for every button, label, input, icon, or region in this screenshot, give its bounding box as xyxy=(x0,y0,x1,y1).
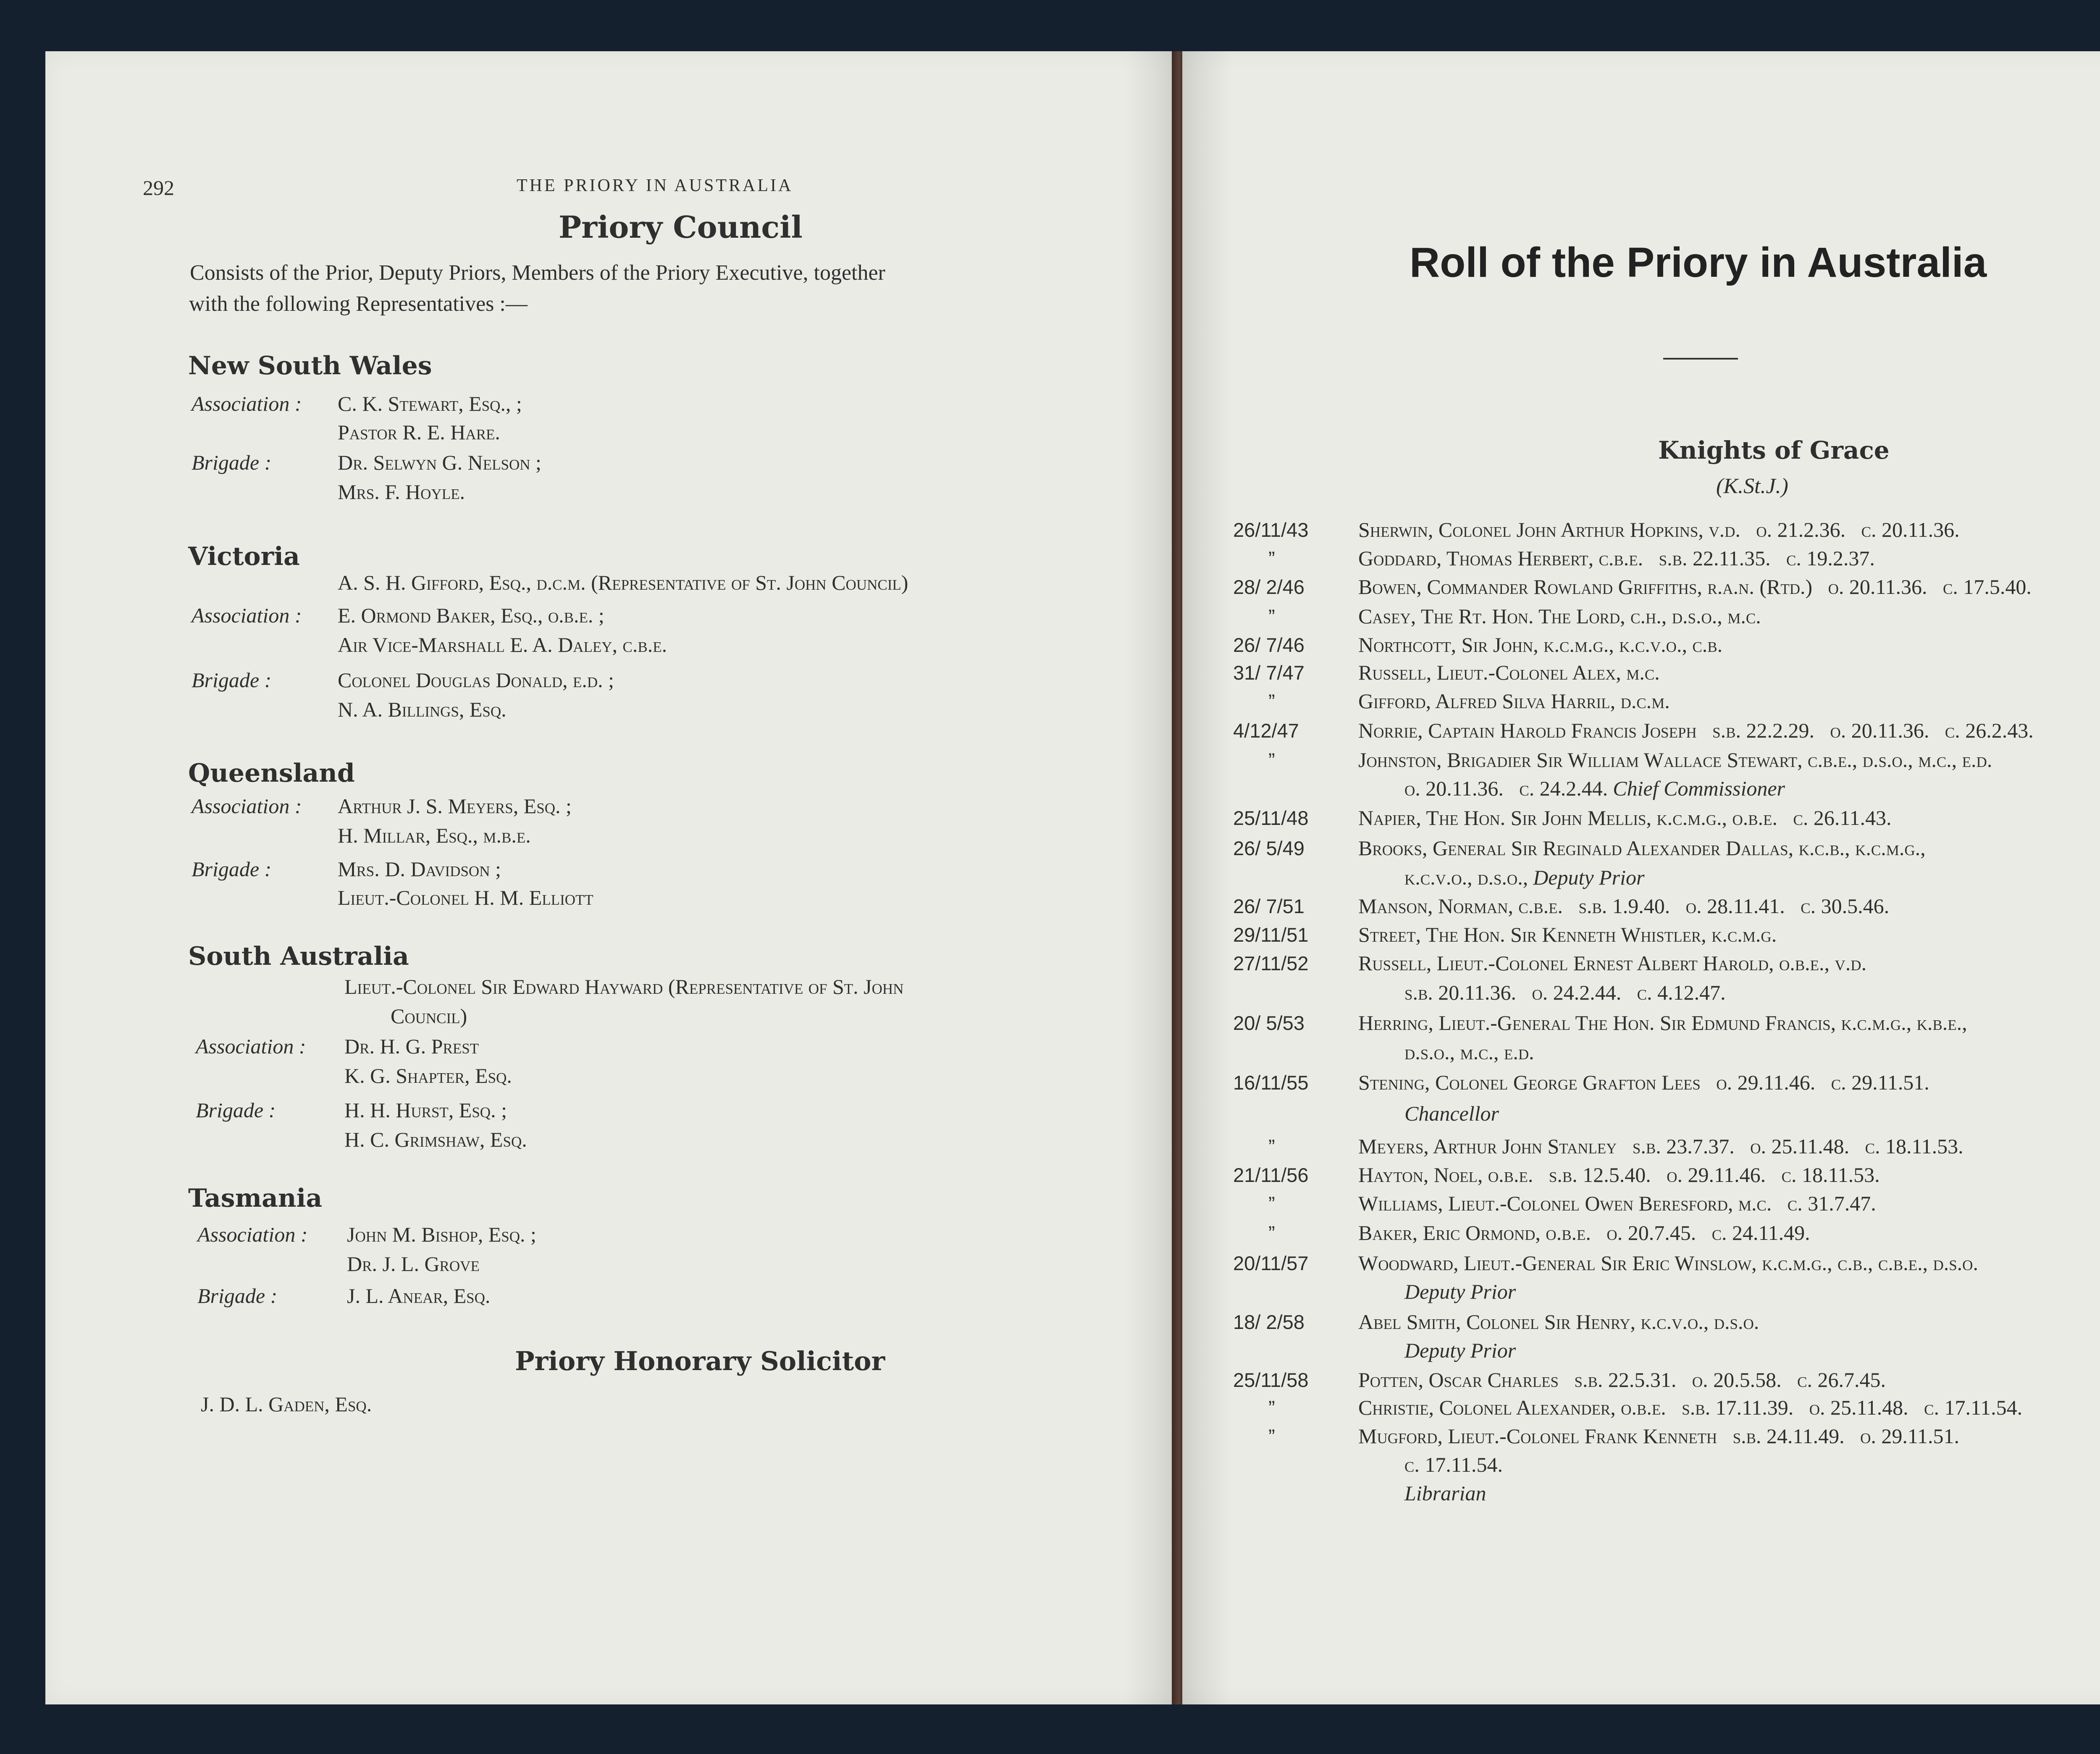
roll-entry-note: Chief Commissioner xyxy=(1613,777,1785,800)
entry-line: Dr. J. L. Grove xyxy=(347,1252,480,1276)
roll-entry xyxy=(1404,1279,1516,1304)
role-label-association: Association : xyxy=(192,794,302,818)
knights-of-grace-heading: Knights of Grace xyxy=(1658,436,1890,465)
roll-entry xyxy=(1358,1011,1967,1035)
entry-line: Colonel Douglas Donald, e.d. ; xyxy=(338,668,614,692)
entry-line: A. S. H. Gifford, Esq., d.c.m. (Representative of St. John Council) xyxy=(338,571,908,594)
roll-date: ” xyxy=(1268,1425,1275,1447)
roll-entry xyxy=(1358,517,1960,542)
role-label-association: Association : xyxy=(196,1035,306,1058)
roll-entry-text: Baker, Eric Ormond, o.b.e. o. 20.7.45. c. 24.11.49. xyxy=(1358,1221,1810,1245)
roll-entry xyxy=(1358,1163,1880,1187)
entry-line: Mrs. F. Hoyle. xyxy=(338,480,465,504)
roll-entry xyxy=(1404,1452,1503,1477)
roll-date: 26/ 7/46 xyxy=(1233,634,1305,656)
role-label-association: Association : xyxy=(192,604,302,627)
roll-entry xyxy=(1358,546,1875,570)
entry-line: H. Millar, Esq., m.b.e. xyxy=(338,824,531,847)
roll-entry-text: Street, The Hon. Sir Kenneth Whistler, k.c.m.g. xyxy=(1358,923,1777,946)
roll-entry-note: Deputy Prior xyxy=(1404,1280,1516,1303)
roll-entry-text: Williams, Lieut.-Colonel Owen Beresford, m.c. c. 31.7.47. xyxy=(1358,1192,1876,1215)
roll-entry xyxy=(1358,1221,1810,1245)
roll-entry xyxy=(1358,1070,1929,1095)
section-heading-south-australia: South Australia xyxy=(188,942,409,971)
roll-entry-text: Potten, Oscar Charles s.b. 22.5.31. o. 20.5.58. c. 26.7.45. xyxy=(1358,1368,1886,1392)
roll-date: 25/11/58 xyxy=(1233,1369,1309,1391)
roll-entry xyxy=(1358,718,2034,743)
roll-entry xyxy=(1404,980,1726,1005)
roll-date: 29/11/51 xyxy=(1233,924,1309,946)
entry-line: Lieut.-Colonel Sir Edward Hayward (Representative of St. John xyxy=(344,975,904,998)
roll-entry xyxy=(1404,1481,1486,1505)
roll-entry-text: o. 20.11.36. c. 24.2.44. xyxy=(1404,777,1608,800)
roll-entry-text: d.s.o., m.c., e.d. xyxy=(1404,1040,1534,1064)
entry-line: J. L. Anear, Esq. xyxy=(347,1284,491,1308)
roll-entry-text: Mugford, Lieut.-Colonel Frank Kenneth s.b. 24.11.49. o. 29.11.51. xyxy=(1358,1424,1959,1448)
roll-entry-text: Hayton, Noel, o.b.e. s.b. 12.5.40. o. 29.11.46. c. 18.11.53. xyxy=(1358,1163,1880,1187)
role-label-association: Association : xyxy=(197,1223,308,1246)
roll-entry xyxy=(1404,1101,1499,1126)
running-head: THE PRIORY IN AUSTRALIA xyxy=(517,176,793,195)
roll-entry xyxy=(1358,922,1777,947)
roll-date: 4/12/47 xyxy=(1233,719,1299,742)
roll-date: ” xyxy=(1268,1135,1275,1158)
roll-entry xyxy=(1358,660,1660,685)
entry-line: Dr. H. G. Prest xyxy=(344,1035,479,1058)
roll-date: ” xyxy=(1268,749,1275,771)
role-label-brigade: Brigade : xyxy=(192,668,272,692)
roll-title: Roll of the Priory in Australia xyxy=(1410,239,1987,286)
roll-entry-text: Herring, Lieut.-General The Hon. Sir Edmund Francis, k.c.m.g., k.b.e., xyxy=(1358,1011,1967,1035)
roll-entry-note: Deputy Prior xyxy=(1404,1339,1516,1362)
title-rule xyxy=(1663,358,1738,360)
roll-date: 16/11/55 xyxy=(1233,1071,1309,1094)
roll-entry-note: Librarian xyxy=(1404,1481,1486,1505)
roll-entry-note: Chancellor xyxy=(1404,1102,1499,1125)
roll-entry xyxy=(1358,604,1761,628)
roll-entry-text: Russell, Lieut.-Colonel Ernest Albert Harold, o.b.e., v.d. xyxy=(1358,951,1867,975)
roll-date: ” xyxy=(1268,1192,1275,1215)
role-label-brigade: Brigade : xyxy=(196,1098,276,1122)
entry-line: H. H. Hurst, Esq. ; xyxy=(344,1098,507,1122)
roll-date: 18/ 2/58 xyxy=(1233,1311,1305,1333)
roll-entry-text: Sherwin, Colonel John Arthur Hopkins, v.d. o. 21.2.36. c. 20.11.36. xyxy=(1358,518,1960,541)
role-label-brigade: Brigade : xyxy=(192,451,272,474)
roll-entry xyxy=(1358,1134,1964,1158)
roll-entry-text: Russell, Lieut.-Colonel Alex, m.c. xyxy=(1358,661,1660,684)
roll-entry-text: Norrie, Captain Harold Francis Joseph s.b. 22.2.29. o. 20.11.36. c. 26.2.43. xyxy=(1358,719,2034,742)
entry-line: N. A. Billings, Esq. xyxy=(338,698,507,721)
roll-entry-text: Brooks, General Sir Reginald Alexander Dallas, k.c.b., k.c.m.g., xyxy=(1358,836,1926,860)
roll-date: 28/ 2/46 xyxy=(1233,576,1305,598)
roll-entry-text: Northcott, Sir John, k.c.m.g., k.c.v.o., c.b. xyxy=(1358,633,1723,656)
knights-of-grace-abbreviation: (K.St.J.) xyxy=(1716,474,1788,498)
entry-line: C. K. Stewart, Esq., ; xyxy=(338,392,522,415)
roll-entry-text: Meyers, Arthur John Stanley s.b. 23.7.37. o. 25.11.48. c. 18.11.53. xyxy=(1358,1134,1964,1158)
roll-entry-text: Christie, Colonel Alexander, o.b.e. s.b. 17.11.39. o. 25.11.48. c. 17.11.54. xyxy=(1358,1396,2023,1419)
roll-date: ” xyxy=(1268,1222,1275,1244)
roll-entry xyxy=(1358,689,1670,713)
roll-entry-text: Woodward, Lieut.-General Sir Eric Winslow, k.c.m.g., c.b., c.b.e., d.s.o. xyxy=(1358,1251,1978,1275)
roll-entry xyxy=(1358,1310,1759,1334)
roll-entry xyxy=(1358,748,1992,772)
roll-entry xyxy=(1358,575,2032,599)
roll-date: 20/11/57 xyxy=(1233,1252,1309,1274)
roll-entry xyxy=(1358,633,1722,657)
roll-entry-text: Bowen, Commander Rowland Griffiths, r.a.n. (Rtd.) o. 20.11.36. c. 17.5.40. xyxy=(1358,575,2032,599)
entry-line: Arthur J. S. Meyers, Esq. ; xyxy=(338,794,572,818)
roll-entry xyxy=(1358,1368,1886,1392)
entry-line: Air Vice-Marshall E. A. Daley, c.b.e. xyxy=(338,633,667,656)
roll-date: 25/11/48 xyxy=(1233,807,1309,829)
solicitor-name: J. D. L. Gaden, Esq. xyxy=(201,1392,372,1416)
roll-date: 27/11/52 xyxy=(1233,952,1309,974)
roll-entry xyxy=(1404,865,1644,890)
roll-date: ” xyxy=(1268,690,1275,712)
roll-entry xyxy=(1358,836,1926,860)
entry-line: John M. Bishop, Esq. ; xyxy=(347,1223,536,1246)
role-label-brigade: Brigade : xyxy=(192,857,272,881)
page-number: 292 xyxy=(143,176,174,200)
roll-date: 26/ 5/49 xyxy=(1233,837,1305,859)
roll-entry xyxy=(1358,1395,2022,1420)
roll-entry xyxy=(1358,894,1889,918)
solicitor-heading: Priory Honorary Solicitor xyxy=(515,1346,885,1376)
roll-entry-text: Napier, The Hon. Sir John Mellis, k.c.m.g., o.b.e. c. 26.11.43. xyxy=(1358,806,1892,830)
roll-entry xyxy=(1358,951,1866,975)
roll-date: ” xyxy=(1268,1397,1275,1419)
section-heading-nsw: New South Wales xyxy=(188,351,432,381)
section-heading-queensland: Queensland xyxy=(188,759,355,788)
roll-date: 26/ 7/51 xyxy=(1233,895,1305,917)
roll-entry-note: Deputy Prior xyxy=(1533,866,1645,889)
intro-line-1: Consists of the Prior, Deputy Priors, Members of the Priory Executive, together xyxy=(190,261,885,285)
roll-entry-text: Goddard, Thomas Herbert, c.b.e. s.b. 22.11.35. c. 19.2.37. xyxy=(1358,546,1875,570)
roll-date: 21/11/56 xyxy=(1233,1164,1309,1186)
roll-date: 26/11/43 xyxy=(1233,519,1309,541)
roll-entry-text: Stening, Colonel George Grafton Lees o. 29.11.46. c. 29.11.51. xyxy=(1358,1071,1929,1094)
section-heading-tasmania: Tasmania xyxy=(188,1184,323,1213)
role-label-association: Association : xyxy=(192,392,302,415)
entry-line: Lieut.-Colonel H. M. Elliott xyxy=(338,886,593,909)
entry-line: Pastor R. E. Hare. xyxy=(338,420,500,444)
role-label-brigade: Brigade : xyxy=(197,1284,278,1308)
roll-entry xyxy=(1404,776,1785,801)
roll-entry xyxy=(1358,806,1892,830)
roll-entry-text: Casey, The Rt. Hon. The Lord, c.h., d.s.o., m.c. xyxy=(1358,604,1761,628)
roll-entry xyxy=(1358,1191,1876,1216)
roll-date: 31/ 7/47 xyxy=(1233,662,1305,684)
intro-line-2: with the following Representatives :— xyxy=(189,292,528,316)
roll-entry-text: Gifford, Alfred Silva Harril, d.c.m. xyxy=(1358,689,1670,713)
roll-date: ” xyxy=(1268,547,1275,570)
roll-entry xyxy=(1404,1040,1534,1064)
roll-entry-text: Johnston, Brigadier Sir William Wallace Stewart, c.b.e., d.s.o., m.c., e.d. xyxy=(1358,748,1992,772)
roll-entry-text: s.b. 20.11.36. o. 24.2.44. c. 4.12.47. xyxy=(1404,981,1726,1004)
roll-entry xyxy=(1358,1424,1959,1448)
roll-entry-text: Abel Smith, Colonel Sir Henry, k.c.v.o., d.s.o. xyxy=(1358,1310,1759,1334)
roll-entry-text: c. 17.11.54. xyxy=(1404,1453,1503,1476)
section-heading-victoria: Victoria xyxy=(188,542,300,571)
roll-entry-text: Manson, Norman, c.b.e. s.b. 1.9.40. o. 28.11.41. c. 30.5.46. xyxy=(1358,894,1890,918)
roll-entry xyxy=(1358,1251,1978,1275)
roll-date: ” xyxy=(1268,605,1275,628)
entry-line: E. Ormond Baker, Esq., o.b.e. ; xyxy=(338,604,604,627)
entry-line: Council) xyxy=(391,1004,467,1028)
entry-line: H. C. Grimshaw, Esq. xyxy=(344,1128,527,1151)
entry-line: K. G. Shapter, Esq. xyxy=(344,1064,512,1087)
priory-council-heading: Priory Council xyxy=(559,209,803,245)
entry-line: Mrs. D. Davidson ; xyxy=(338,857,501,881)
roll-entry-text: k.c.v.o., d.s.o., xyxy=(1404,866,1528,889)
entry-line: Dr. Selwyn G. Nelson ; xyxy=(338,451,541,474)
roll-date: 20/ 5/53 xyxy=(1233,1012,1305,1034)
roll-entry xyxy=(1404,1338,1516,1363)
